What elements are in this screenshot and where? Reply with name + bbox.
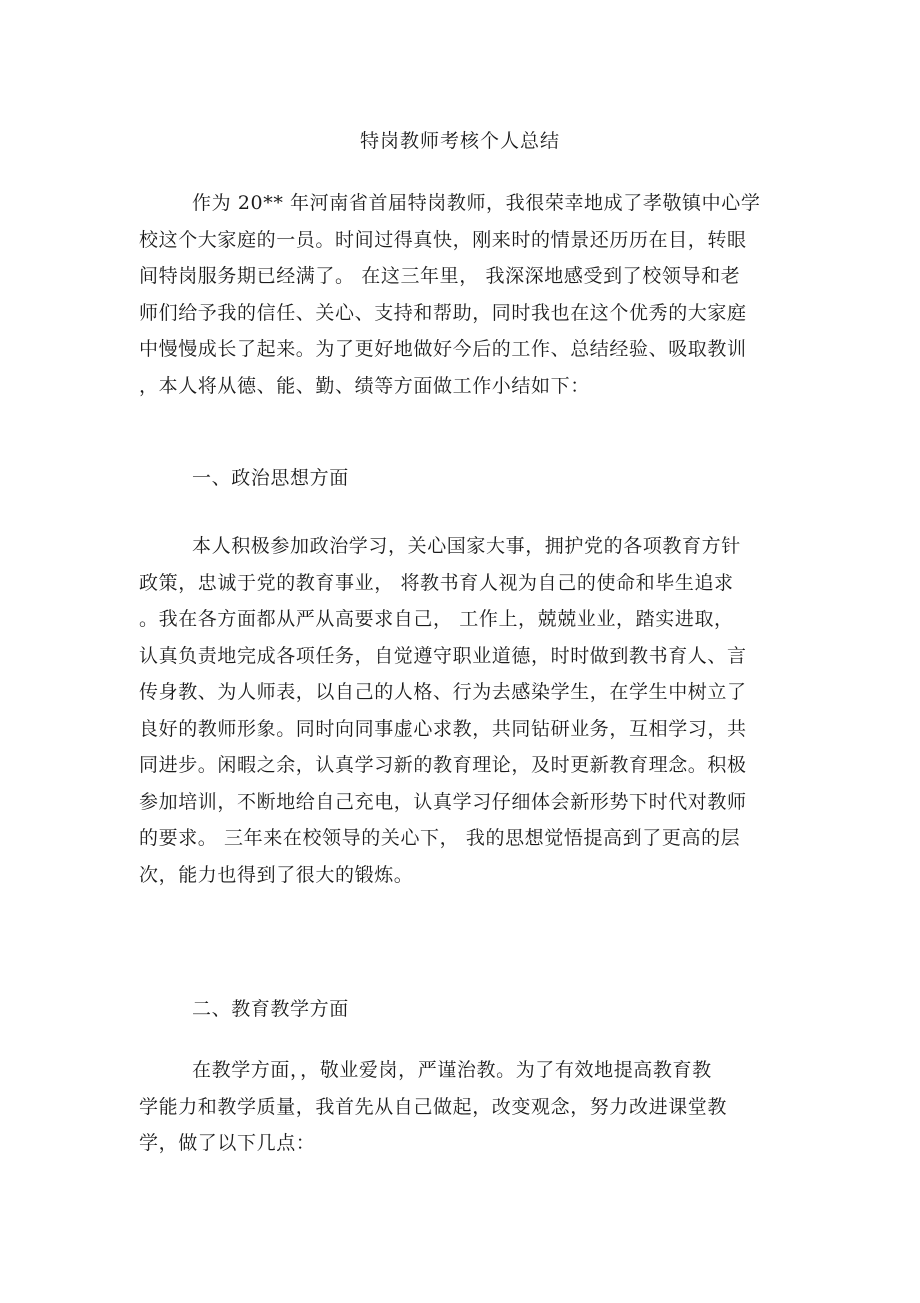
politics-line: 的要求。 三年来在校领导的关心下， 我的思想觉悟提高到了更高的层	[139, 827, 741, 849]
intro-paragraph	[139, 185, 760, 404]
politics-line: 。我在各方面都从严从高要求自己， 工作上，兢兢业业，踏实进取，	[139, 608, 734, 630]
politics-line: 政策，忠诚于党的教育事业， 将教书育人视为自己的使命和毕生追求	[139, 571, 734, 594]
intro-line: 间特岗服务期已经满了。 在这三年里， 我深深地感受到了校领导和老	[139, 265, 741, 287]
intro-line: 作为 20** 年河南省首届特岗教师，我很荣幸地成了孝敬镇中心学	[192, 192, 761, 214]
teaching-line: 在教学方面，，敬业爱岗，严谨治教。为了有效地提高教育教	[192, 1059, 712, 1081]
intro-line: 校这个大家庭的一员。时间过得真快，刚来时的情景还历历在目，转眼	[139, 228, 747, 251]
section-heading-politics: 一、政治思想方面	[192, 467, 349, 489]
teaching-paragraph	[139, 1052, 727, 1162]
teaching-line: 学能力和教学质量，我首先从自己做起，改变观念，努力改进课堂教	[139, 1095, 728, 1118]
section-heading-teaching: 二、教育教学方面	[192, 998, 349, 1020]
teaching-line: 学，做了以下几点：	[139, 1132, 316, 1154]
politics-line: 本人积极参加政治学习，关心国家大事，拥护党的各项教育方针	[192, 535, 741, 557]
intro-line: 中慢慢成长了起来。为了更好地做好今后的工作、总结经验、吸取教训	[139, 338, 747, 360]
politics-line: 参加培训，不断地给自己充电，认真学习仔细体会新形势下时代对教师	[139, 790, 747, 813]
politics-line: 良好的教师形象。同时向同事虚心求教，共同钻研业务，互相学习，共	[139, 717, 747, 740]
politics-line: 传身教、为人师表，以自己的人格、行为去感染学生，在学生中树立了	[139, 681, 747, 703]
politics-line: 同进步。闲暇之余，认真学习新的教育理论，及时更新教育理念。积极	[139, 754, 747, 776]
politics-line: 认真负责地完成各项任务，自觉遵守职业道德，时时做到教书育人、言	[139, 644, 747, 667]
intro-line: 师们给予我的信任、关心、支持和帮助，同时我也在这个优秀的大家庭	[139, 301, 747, 324]
intro-line: ，本人将从德、能、勤、绩等方面做工作小结如下：	[139, 374, 590, 397]
politics-paragraph	[139, 528, 747, 893]
document-title: 特岗教师考核个人总结	[359, 130, 560, 152]
politics-line: 次，能力也得到了很大的锻炼。	[139, 863, 414, 886]
